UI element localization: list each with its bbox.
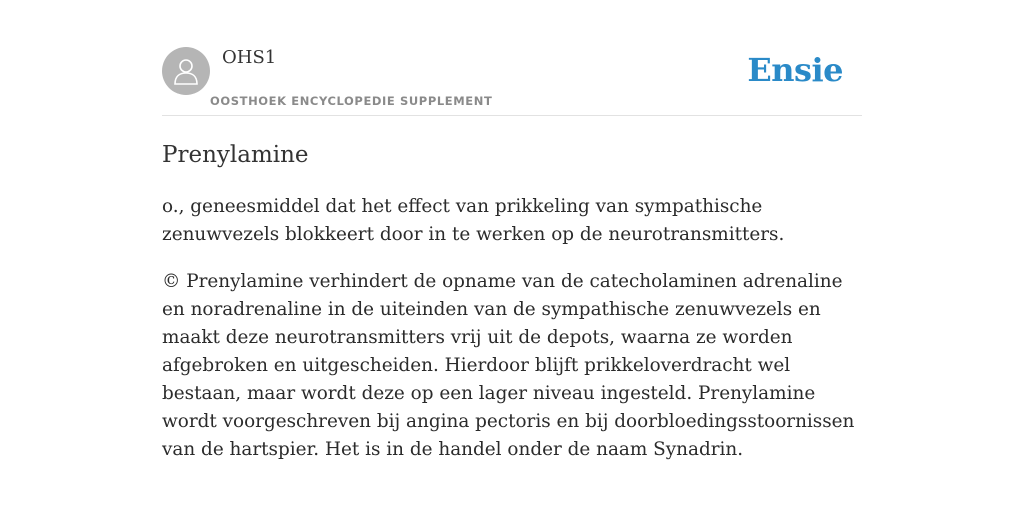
page-title: Prenylamine xyxy=(162,142,309,168)
ensie-logo[interactable]: Ensie xyxy=(747,51,843,89)
article-body xyxy=(162,193,867,483)
article-paragraph: o., geneesmiddel dat het effect van prikkeling van sympathische zenuwvezels blokkeert door in te werken op de neurotransmitters. xyxy=(162,196,785,245)
article-paragraph: © Prenylamine verhindert de opname van de catecholaminen adrenaline en noradrenaline in de uiteinden van de sympathische zenuwvezels en maakt deze neurotransmitters vrij uit de depots, waarna ze worden afgebroken en uitgescheiden. Hierdoor blijft prikkeloverdracht wel bestaan, maar wordt deze op een lager niveau ingesteld. Prenylamine wordt voorgeschreven bij angina pectoris en bij doorbloedingsstoornissen van de hartspier. Het is in de handel onder de naam Synadrin. xyxy=(162,271,855,460)
author-name[interactable]: OHS1 xyxy=(222,47,277,68)
user-icon xyxy=(173,57,199,85)
source-label[interactable]: OOSTHOEK ENCYCLOPEDIE SUPPLEMENT xyxy=(210,94,493,108)
article-header xyxy=(162,0,862,116)
avatar[interactable] xyxy=(162,47,210,95)
article-container xyxy=(162,0,862,460)
